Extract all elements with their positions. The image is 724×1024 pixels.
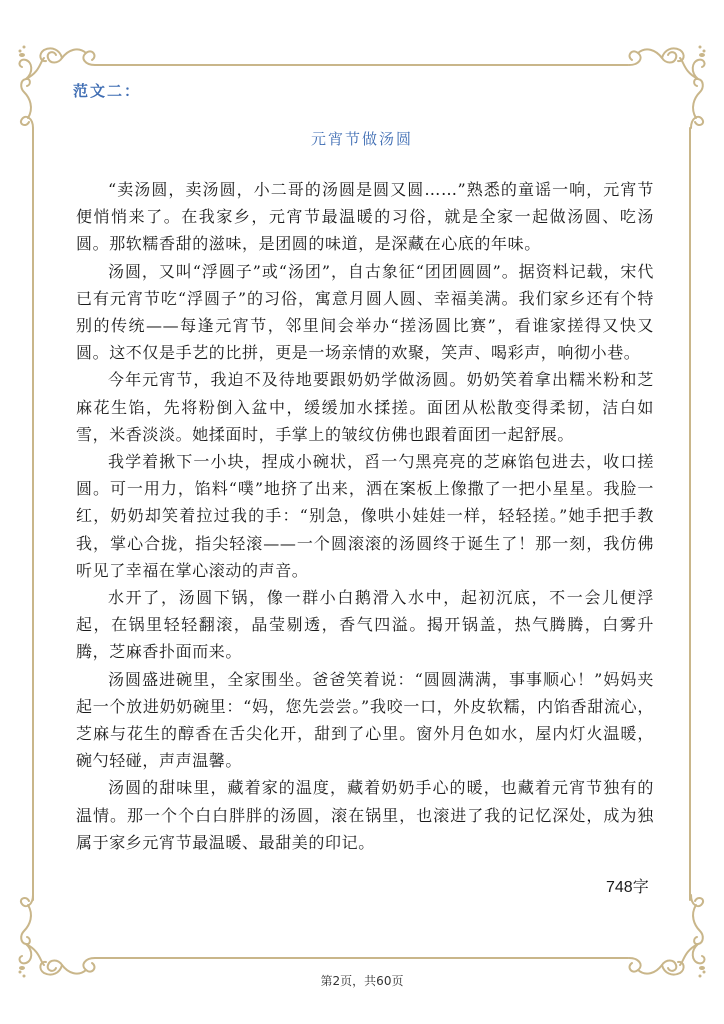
essay-paragraph: 水开了，汤圆下锅，像一群小白鹅滑入水中，起初沉底，不一会儿便浮起，在锅里轻轻翻滚，晶莹剔透，香气四溢。揭开锅盖，热气腾腾，白雾升腾，芝麻香扑面而来。 (76, 588, 654, 662)
essay-paragraph: “卖汤圆，卖汤圆，小二哥的汤圆是圆又圆……”熟悉的童谣一响，元宵节便悄悄来了。在我家乡，元宵节最温暖的习俗，就是全家一起做汤圆、吃汤圆。那软糯香甜的滋味，是团圆的味道，是深藏在心底的年味。 (76, 180, 654, 254)
corner-flourish-bottom-right (629, 895, 706, 978)
essay-paragraph: 汤圆盛进碗里，全家围坐。爸爸笑着说：“圆圆满满，事事顺心！”妈妈夹起一个放进奶奶碗里：“妈，您先尝尝。”我咬一口，外皮软糯，内馅香甜流心，芝麻与花生的醇香在舌尖化开，甜到了心里。窗外月色如水，屋内灯火温暖，碗勺轻碰，声声温馨。 (76, 669, 654, 771)
essay-paragraph: 汤圆的甜味里，藏着家的温度，藏着奶奶手心的暖，也藏着元宵节独有的温情。那一个个白白胖胖的汤圆，滚在锅里，也滚进了我的记忆深处，成为独属于家乡元宵节最温暖、最甜美的印记。 (76, 778, 654, 852)
page-number-footer: 第2页，共60页 (320, 974, 404, 988)
corner-flourish-bottom-left (19, 895, 96, 978)
corner-flourish-top-right (629, 46, 706, 129)
essay-body (76, 176, 654, 856)
section-label: 范文二： (73, 82, 142, 100)
essay-paragraph: 今年元宵节，我迫不及待地要跟奶奶学做汤圆。奶奶笑着拿出糯米粉和芝麻花生馅，先将粉倒入盆中，缓缓加水揉搓。面团从松散变得柔韧，洁白如雪，米香淡淡。她揉面时，手掌上的皱纹仿佛也跟着面团一起舒展。 (76, 370, 654, 444)
word-count: 748字 (606, 879, 649, 896)
essay-paragraph: 汤圆，又叫“浮圆子”或“汤团”，自古象征“团团圆圆”。据资料记载，宋代已有元宵节吃“浮圆子”的习俗，寓意月圆人圆、幸福美满。我们家乡还有个特别的传统——每逢元宵节，邻里间会举办“搓汤圆比赛”，看谁家搓得又快又圆。这不仅是手艺的比拼，更是一场亲情的欢聚，笑声、喝彩声，响彻小巷。 (76, 261, 654, 363)
essay-title: 元宵节做汤圆 (310, 130, 413, 148)
essay-paragraph: 我学着揪下一小块，捏成小碗状，舀一勺黑亮亮的芝麻馅包进去，收口搓圆。可一用力，馅料“噗”地挤了出来，洒在案板上像撒了一把小星星。我脸一红，奶奶却笑着拉过我的手：“别急，像哄小娃娃一样，轻轻搓。”她手把手教我，掌心合拢，指尖轻滚——一个圆滚滚的汤圆终于诞生了！那一刻，我仿佛听见了幸福在掌心滚动的声音。 (76, 452, 654, 580)
